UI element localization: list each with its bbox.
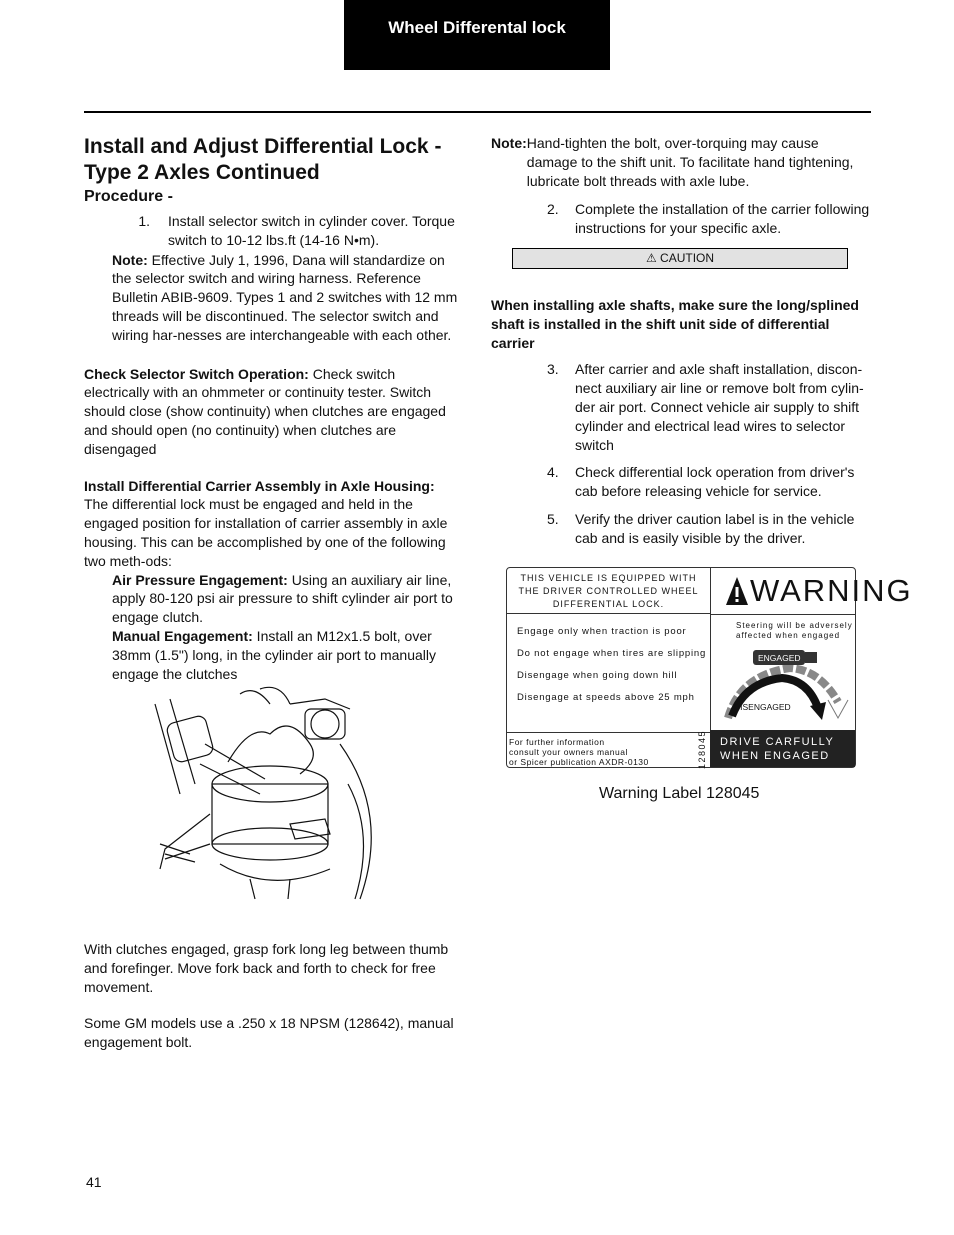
air-pressure-paragraph	[84, 571, 460, 627]
warning-word: WARNING	[750, 573, 913, 608]
install-carrier-label: Install Differential Carrier Assembly in Axle Housing:	[84, 477, 435, 494]
steering-note-line-1: Steering will be adversely	[736, 621, 853, 630]
drive-carefully-banner	[710, 730, 855, 767]
check-switch-text: Check switch electrically with an ohmmeter or continuity tester. Switch should close (show continuity) when clutches are engaged and should open (no continuity) when clutches are disengaged	[84, 365, 446, 457]
step-3-number: 3.	[547, 361, 559, 378]
warning-label-header-line-2: THE DRIVER CONTROLLED WHEEL	[518, 586, 699, 596]
instruction-item: Do not engage when tires are slipping	[517, 648, 707, 659]
label-part-number: 128045	[697, 730, 707, 770]
note-hand-tighten-label: Note:	[491, 135, 527, 151]
install-carrier-paragraph	[84, 477, 460, 571]
header-rule	[84, 111, 871, 113]
warning-label-header	[507, 568, 710, 614]
warning-label-footer	[507, 730, 710, 770]
axle-shaft-warning: When installing axle shafts, make sure the long/splined shaft is installed in the shift unit side of differential carrier	[491, 296, 859, 351]
footer-line-2: consult your owners manual	[509, 747, 628, 757]
instruction-item: Engage only when traction is poor	[517, 626, 687, 637]
warning-label-right-panel	[710, 568, 913, 767]
procedure-heading: Procedure -	[84, 188, 173, 205]
note-1	[84, 251, 460, 345]
differential-lock-illustration	[150, 684, 395, 906]
engage-switch-diagram	[710, 620, 855, 730]
step-2	[491, 200, 871, 238]
step-2-text: Complete the installation of the carrier following instructions for your specific axle.	[575, 201, 870, 237]
page-title: Install and Adjust Differential Lock - Type 2 Axles Continued	[84, 135, 442, 184]
section-tab-title: Wheel Differental lock	[388, 18, 566, 37]
air-pressure-text: Using an auxiliary air line, apply 80-120 psi air pressure to shift cylinder air port to engage clutch.	[112, 571, 453, 626]
fork-check-paragraph: With clutches engaged, grasp fork long leg between thumb and forefinger. Move fork back and forth to check for free movement.	[84, 941, 449, 995]
warning-banner	[710, 568, 913, 615]
note-1-text: Effective July 1, 1996, Dana will standardize on the selector switch and wiring harness. Reference Bulletin ABIB-9609. Types 1 and 2 switches with 12 mm threads will be discontinued. The selector switch and wiring har-nesses are interchangeable with each other.	[112, 251, 458, 343]
instruction-item: Disengage when going down hill	[517, 670, 678, 681]
disengaged-text: DISENGAGED	[734, 702, 791, 712]
section-tab	[344, 0, 610, 70]
left-bottom-text	[84, 940, 460, 1052]
warning-label-header-line-3: DIFFERENTIAL LOCK.	[552, 599, 665, 609]
right-column	[491, 134, 871, 548]
step-4	[491, 463, 871, 501]
step-5-number: 5.	[547, 510, 559, 527]
manual-engagement-text: Install an M12x1.5 bolt, over 38mm (1.5") long, in the cylinder air port to manually engage the clutches	[112, 627, 437, 682]
warning-label	[506, 567, 913, 770]
engaged-text: ENGAGED	[758, 653, 801, 663]
step-2-number: 2.	[547, 201, 559, 218]
note-hand-tighten	[491, 134, 871, 190]
check-switch-label: Check Selector Switch Operation:	[84, 365, 309, 382]
step-1-text: Install selector switch in cylinder cover. Torque switch to 10-12 lbs.ft (14-16 N•m).	[168, 213, 455, 248]
caution-icon: ⚠	[645, 250, 657, 265]
step-3-text: After carrier and axle shaft installation, discon-nect auxiliary air line or remove bolt from cylin-der air port. Connect vehicle air supply to shift cylinder and electrical lead wires to selector switch	[575, 361, 864, 453]
air-pressure-label: Air Pressure Engagement:	[112, 571, 288, 588]
step-4-number: 4.	[547, 464, 559, 481]
warning-label-caption: Warning Label 128045	[599, 785, 760, 802]
steering-note-line-2: affected when engaged	[736, 631, 841, 640]
note-1-label: Note:	[112, 251, 148, 268]
left-column	[84, 134, 460, 683]
caution-text: CAUTION	[660, 250, 715, 265]
step-5	[491, 510, 871, 548]
step-3	[491, 360, 871, 454]
drive-line-2: WHEN ENGAGED	[720, 750, 830, 762]
step-1	[84, 212, 460, 250]
warning-label-left-panel	[507, 568, 711, 770]
warning-label-header-line-1: THIS VEHICLE IS EQUIPPED WITH	[520, 573, 697, 583]
drive-line-1: DRIVE CARFULLY	[720, 736, 835, 748]
footer-line-1: For further information	[509, 737, 605, 747]
manual-engagement-label: Manual Engagement:	[112, 627, 253, 644]
step-5-text: Verify the driver caution label is in the vehicle cab and is easily visible by the driver.	[575, 510, 855, 546]
manual-engagement-paragraph	[84, 627, 460, 683]
gm-models-paragraph: Some GM models use a .250 x 18 NPSM (128642), manual engagement bolt.	[84, 1015, 454, 1051]
instruction-item: Disengage at speeds above 25 mph	[517, 692, 695, 703]
page-number: 41	[86, 1174, 102, 1190]
step-1-number: 1.	[138, 213, 150, 229]
footer-line-3: or Spicer publication AXDR-0130	[509, 757, 649, 767]
check-switch-paragraph	[84, 365, 460, 459]
warning-label-instructions	[507, 626, 710, 703]
caution-bar	[512, 248, 848, 269]
install-carrier-text: The differential lock must be engaged and held in the engaged position for installation of carrier assembly in axle housing. This can be accomplished by one of the following two meth-ods:	[84, 496, 448, 569]
step-4-text: Check differential lock operation from driver's cab before releasing vehicle for service.	[575, 464, 855, 500]
note-hand-tighten-text: Hand-tighten the bolt, over-torquing may cause damage to the shift unit. To facilitate hand tightening, lubricate bolt threads with axle lube.	[526, 135, 854, 189]
warning-triangle-icon	[725, 576, 749, 606]
